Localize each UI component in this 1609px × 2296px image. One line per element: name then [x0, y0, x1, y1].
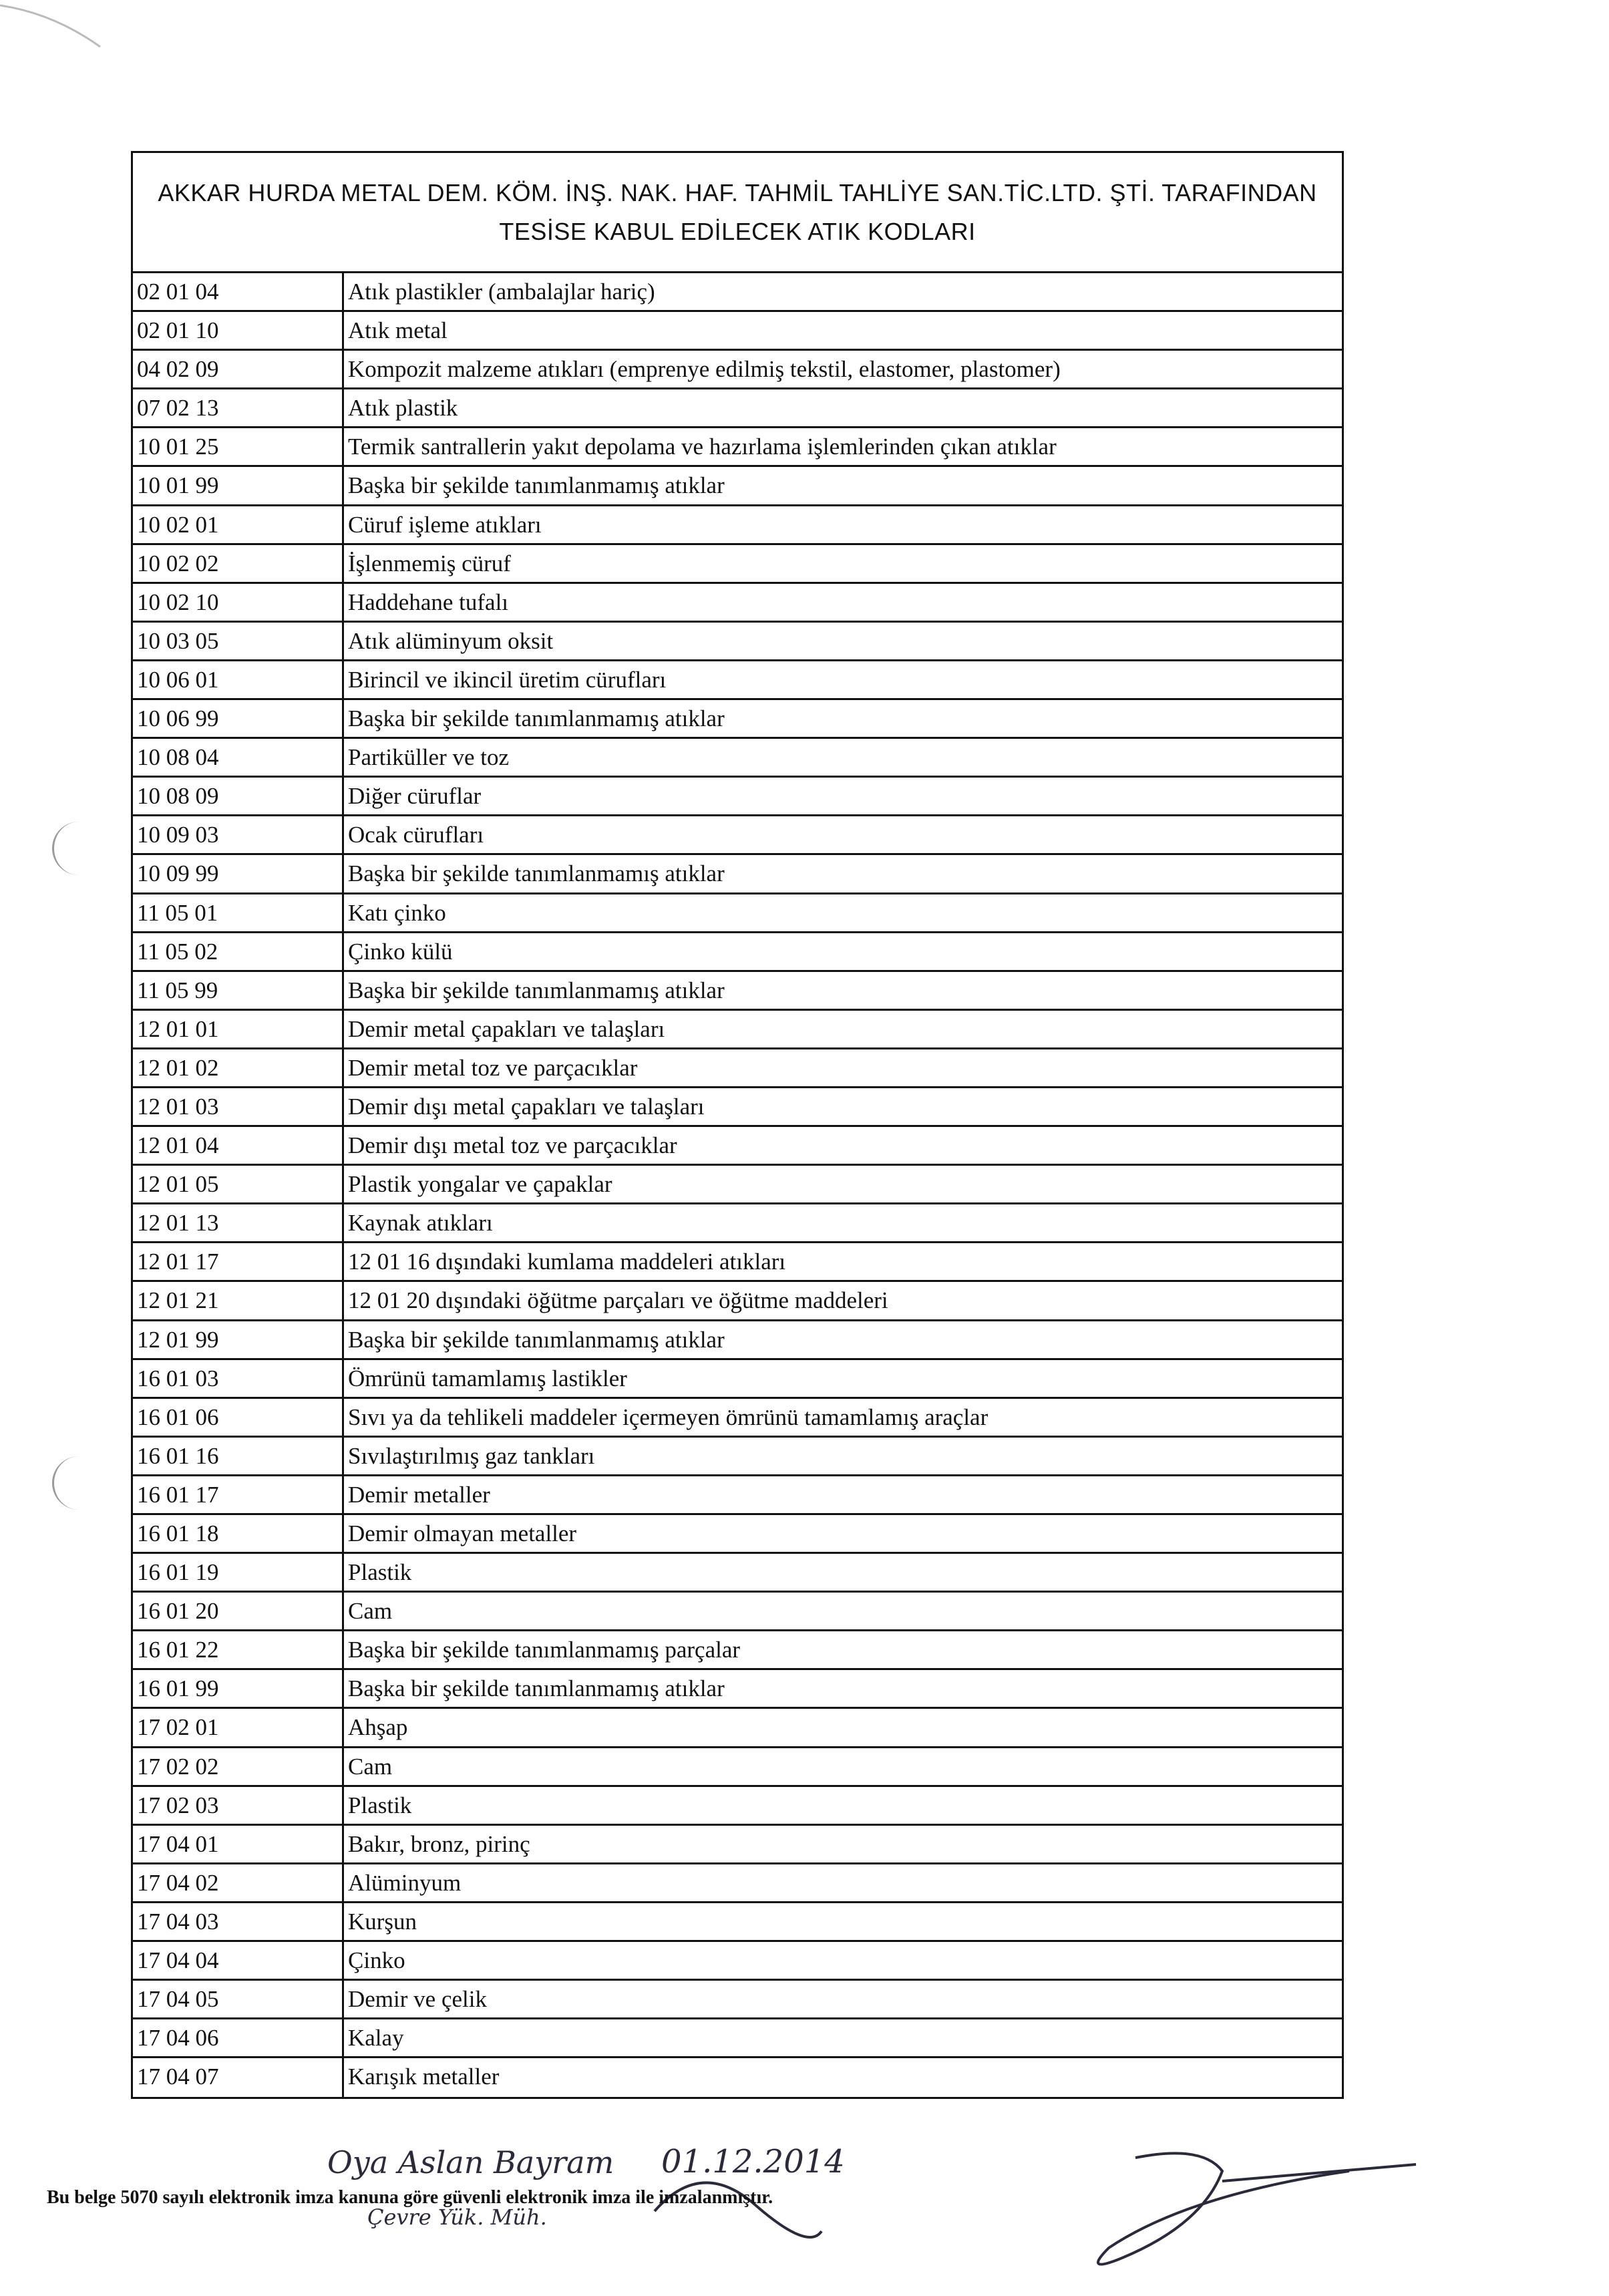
waste-code-cell: 04 02 09 [133, 351, 344, 387]
waste-code-cell: 10 08 09 [133, 778, 344, 814]
table-row [133, 2058, 1342, 2097]
waste-code-cell: 10 06 99 [133, 700, 344, 737]
table-row [133, 661, 1342, 700]
waste-code-cell: 11 05 02 [133, 933, 344, 970]
waste-description-cell: Diğer cüruflar [348, 783, 482, 810]
table-row [133, 1787, 1342, 1826]
table-row [133, 1360, 1342, 1399]
table-row [133, 506, 1342, 545]
waste-description-cell: Sıvılaştırılmış gaz tankları [348, 1442, 595, 1469]
waste-code-cell: 12 01 05 [133, 1166, 344, 1202]
waste-code-cell: 17 04 07 [133, 2058, 344, 2097]
table-row [133, 894, 1342, 933]
waste-code-cell: 17 02 03 [133, 1787, 344, 1824]
waste-code-cell: 17 04 04 [133, 1942, 344, 1979]
waste-code-cell: 02 01 04 [133, 273, 344, 310]
waste-description-cell: Başka bir şekilde tanımlanmamış atıklar [348, 1326, 725, 1353]
waste-description-cell: Demir ve çelik [348, 1986, 487, 2013]
waste-description-cell: Plastik [348, 1792, 412, 1818]
waste-description-cell: Cam [348, 1598, 393, 1625]
table-row [133, 1438, 1342, 1476]
waste-description-cell: Demir metaller [348, 1481, 490, 1508]
waste-code-cell: 16 01 17 [133, 1476, 344, 1513]
waste-description-cell: Başka bir şekilde tanımlanmamış atıklar [348, 977, 725, 1003]
waste-description-cell: Birincil ve ikincil üretim cürufları [348, 666, 667, 693]
waste-description-cell: Atık plastik [348, 395, 458, 422]
waste-description-cell: Çinko külü [348, 938, 453, 965]
waste-code-cell: 16 01 22 [133, 1631, 344, 1668]
waste-description-cell: Kurşun [348, 1908, 417, 1935]
waste-code-cell: 16 01 20 [133, 1593, 344, 1629]
waste-code-cell: 10 02 10 [133, 584, 344, 621]
table-row [133, 1709, 1342, 1748]
table-row [133, 700, 1342, 739]
waste-code-cell: 16 01 19 [133, 1554, 344, 1591]
waste-code-cell: 16 01 99 [133, 1670, 344, 1707]
waste-code-cell: 17 04 02 [133, 1864, 344, 1901]
table-row [133, 545, 1342, 584]
waste-code-cell: 17 02 02 [133, 1748, 344, 1785]
waste-description-cell: Başka bir şekilde tanımlanmamış atıklar [348, 705, 725, 732]
waste-description-cell: Kompozit malzeme atıkları (emprenye edilmiş tekstil, elastomer, plastomer) [348, 356, 1061, 383]
table-row [133, 623, 1342, 661]
waste-description-cell: Termik santrallerin yakıt depolama ve hazırlama işlemlerinden çıkan atıklar [348, 434, 1057, 460]
table-row [133, 1593, 1342, 1631]
table-row [133, 1515, 1342, 1554]
table-row [133, 584, 1342, 623]
waste-description-cell: İşlenmemiş cüruf [348, 550, 511, 577]
table-row [133, 1011, 1342, 1049]
table-row [133, 351, 1342, 389]
punch-hole-mark [52, 822, 94, 875]
waste-description-cell: Başka bir şekilde tanımlanmamış parçalar [348, 1637, 741, 1663]
table-row [133, 1554, 1342, 1593]
waste-code-cell: 12 01 13 [133, 1204, 344, 1241]
waste-description-cell: Karışık metaller [348, 2064, 500, 2090]
waste-description-cell: Cam [348, 1753, 393, 1780]
table-row [133, 739, 1342, 778]
waste-description-cell: Ömrünü tamamlamış lastikler [348, 1365, 627, 1391]
corner-fold-mark [0, 0, 107, 53]
waste-description-cell: Plastik yongalar ve çapaklar [348, 1171, 612, 1198]
handwritten-name: Oya Aslan Bayram [327, 2144, 614, 2180]
waste-description-cell: Başka bir şekilde tanımlanmamış atıklar [348, 1675, 725, 1702]
waste-code-cell: 17 04 03 [133, 1903, 344, 1940]
waste-code-cell: 17 04 01 [133, 1826, 344, 1862]
waste-description-cell: Plastik [348, 1559, 412, 1586]
table-row [133, 778, 1342, 816]
table-row [133, 855, 1342, 894]
waste-description-cell: Demir metal çapakları ve talaşları [348, 1015, 665, 1042]
waste-code-cell: 10 09 99 [133, 855, 344, 892]
waste-code-cell: 12 01 03 [133, 1088, 344, 1125]
waste-code-cell: 12 01 17 [133, 1243, 344, 1280]
table-title-line-2: TESİSE KABUL EDİLECEK ATIK KODLARI [499, 217, 976, 245]
waste-code-cell: 16 01 16 [133, 1438, 344, 1474]
waste-code-cell: 10 01 99 [133, 467, 344, 504]
waste-description-cell: 12 01 16 dışındaki kumlama maddeleri atıkları [348, 1249, 786, 1275]
waste-description-cell: Ocak cürufları [348, 822, 484, 848]
waste-code-cell: 10 03 05 [133, 623, 344, 659]
table-row [133, 1088, 1342, 1127]
waste-code-cell: 12 01 04 [133, 1127, 344, 1164]
waste-code-cell: 16 01 18 [133, 1515, 344, 1552]
table-row [133, 389, 1342, 428]
table-row [133, 1903, 1342, 1942]
waste-code-cell: 12 01 02 [133, 1049, 344, 1086]
table-row [133, 1864, 1342, 1903]
waste-code-cell: 17 04 05 [133, 1981, 344, 2017]
table-row [133, 1748, 1342, 1787]
waste-code-cell: 10 02 01 [133, 506, 344, 543]
table-row [133, 2019, 1342, 2058]
table-row [133, 1631, 1342, 1670]
waste-description-cell: 12 01 20 dışındaki öğütme parçaları ve öğütme maddeleri [348, 1287, 888, 1314]
waste-description-cell: Partiküller ve toz [348, 744, 510, 771]
waste-description-cell: Atık metal [348, 317, 448, 344]
waste-description-cell: Demir metal toz ve parçacıklar [348, 1054, 638, 1081]
waste-description-cell: Bakır, bronz, pirinç [348, 1830, 530, 1857]
table-row [133, 1243, 1342, 1282]
waste-description-cell: Kaynak atıkları [348, 1210, 493, 1237]
waste-code-cell: 17 04 06 [133, 2019, 344, 2056]
table-header [133, 153, 1342, 273]
waste-code-cell: 12 01 01 [133, 1011, 344, 1047]
waste-description-cell: Atık alüminyum oksit [348, 627, 554, 654]
table-row [133, 1476, 1342, 1515]
table-row [133, 1321, 1342, 1360]
waste-description-cell: Cüruf işleme atıkları [348, 511, 542, 538]
table-row [133, 1670, 1342, 1709]
waste-code-cell: 17 02 01 [133, 1709, 344, 1746]
table-row [133, 1166, 1342, 1204]
waste-description-cell: Sıvı ya da tehlikeli maddeler içermeyen ömrünü tamamlamış araçlar [348, 1404, 989, 1430]
waste-code-cell: 12 01 21 [133, 1282, 344, 1319]
waste-description-cell: Ahşap [348, 1714, 408, 1741]
waste-code-cell: 07 02 13 [133, 389, 344, 426]
table-row [133, 933, 1342, 972]
waste-code-cell: 10 02 02 [133, 545, 344, 582]
table-row [133, 1942, 1342, 1981]
waste-description-cell: Başka bir şekilde tanımlanmamış atıklar [348, 472, 725, 499]
waste-description-cell: Kalay [348, 2025, 404, 2052]
waste-code-table [131, 151, 1344, 2099]
table-body [133, 273, 1342, 2097]
waste-code-cell: 11 05 99 [133, 972, 344, 1009]
table-row [133, 1127, 1342, 1166]
waste-code-cell: 10 08 04 [133, 739, 344, 776]
table-row [133, 467, 1342, 506]
waste-code-cell: 10 06 01 [133, 661, 344, 698]
waste-code-cell: 16 01 03 [133, 1360, 344, 1397]
waste-code-cell: 16 01 06 [133, 1399, 344, 1436]
handwritten-date: 01.12.2014 [661, 2143, 845, 2180]
waste-description-cell: Haddehane tufalı [348, 589, 509, 615]
table-row [133, 816, 1342, 855]
waste-code-cell: 02 01 10 [133, 312, 344, 349]
table-row [133, 972, 1342, 1011]
waste-description-cell: Alüminyum [348, 1869, 462, 1896]
waste-description-cell: Demir dışı metal toz ve parçacıklar [348, 1132, 677, 1159]
waste-description-cell: Demir dışı metal çapakları ve talaşları [348, 1093, 705, 1120]
waste-description-cell: Başka bir şekilde tanımlanmamış atıklar [348, 860, 725, 887]
table-row [133, 1049, 1342, 1088]
table-row [133, 428, 1342, 467]
table-row [133, 1399, 1342, 1438]
e-signature-note: Bu belge 5070 sayılı elektronik imza kanuna göre güvenli elektronik imza ile imzalanmıştır. [47, 2187, 773, 2208]
waste-description-cell: Atık plastikler (ambalajlar hariç) [348, 279, 655, 305]
waste-code-cell: 11 05 01 [133, 894, 344, 931]
waste-code-cell: 12 01 99 [133, 1321, 344, 1358]
table-row [133, 1981, 1342, 2019]
table-row [133, 312, 1342, 351]
handwritten-title: Çevre Yük. Müh. [367, 2204, 547, 2230]
waste-description-cell: Çinko [348, 1947, 405, 1974]
table-row [133, 1282, 1342, 1321]
waste-code-cell: 10 01 25 [133, 428, 344, 465]
table-row [133, 273, 1342, 312]
table-row [133, 1826, 1342, 1864]
waste-code-cell: 10 09 03 [133, 816, 344, 853]
punch-hole-mark [52, 1456, 94, 1510]
table-row [133, 1204, 1342, 1243]
waste-description-cell: Katı çinko [348, 899, 446, 926]
table-title-line-1: AKKAR HURDA METAL DEM. KÖM. İNŞ. NAK. HAF. TAHMİL TAHLİYE SAN.TİC.LTD. ŞTİ. TARAFINDAN [158, 178, 1317, 206]
waste-description-cell: Demir olmayan metaller [348, 1520, 577, 1546]
